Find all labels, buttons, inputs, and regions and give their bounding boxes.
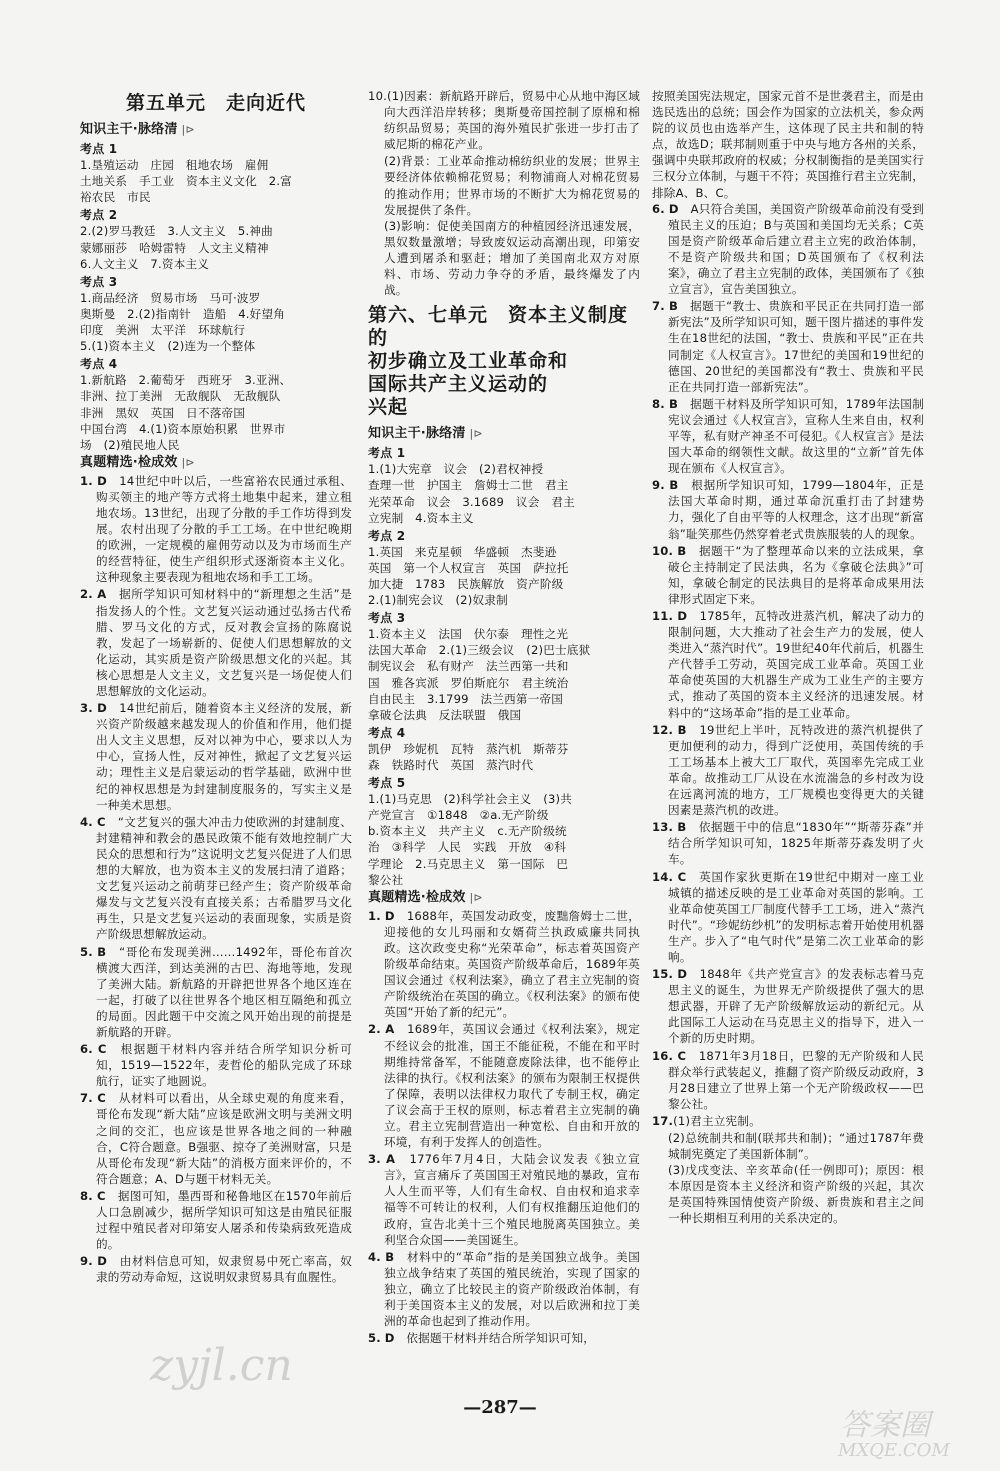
text-line: 蒙娜丽莎 哈姆雷特 人文主义精神 bbox=[80, 240, 269, 255]
answer-key: C bbox=[96, 1188, 106, 1203]
answer-item bbox=[368, 908, 640, 1021]
kd-label: 考点 3 bbox=[368, 611, 406, 626]
text-line: 1.商品经济 贸易市场 马可·波罗 bbox=[80, 290, 261, 305]
answer-number: 7. bbox=[652, 299, 665, 314]
q17-part1: (1)君主立宪制。 bbox=[673, 1113, 761, 1128]
text-line: 制宪议会 私有财产 法兰西第一共和 bbox=[368, 659, 569, 674]
answer-explanation: 14世纪中叶以后，一些富裕农民通过承租、购买领主的地产等方式将土地集中起来，建立租地农场。13世纪，出现了分散的手工作坊得到发展。农村出现了分散的手工工场。在中世纪晚期的欧洲，一定规模的雇佣劳动以及为市场而生产的经营特征，使生产组织形式逐渐资本主义化。这种现象主要表现为租地农场和手工工场。 bbox=[96, 473, 352, 585]
watermark-left: zyjl.cn bbox=[150, 1340, 293, 1391]
text-line: 1.新航路 2.葡萄牙 西班牙 3.亚洲、 bbox=[80, 373, 292, 388]
text-line: 1.(1)大宪章 议会 (2)君权神授 bbox=[368, 462, 544, 477]
kd3-lines bbox=[80, 290, 352, 354]
text-line: 英国 第一个人权宣言 英国 萨拉托 bbox=[368, 560, 569, 575]
answer-number: 11. bbox=[652, 609, 674, 623]
kd-label: 考点 2 bbox=[368, 528, 406, 543]
answer-key: A bbox=[385, 1022, 395, 1037]
text-line: 6.人文主义 7.资本主义 bbox=[80, 256, 210, 271]
answer-explanation: 据题干“教士、贵族和平民正在共同打造一部新宪法”及所学知识可知，题干图片描述的事件发生在18世纪的法国，“教士、贵族和平民”正在共同制定《人权宣言》。17世纪的美国和19世纪的德国、20世纪的美国都没有“教士、贵族和平民正在共同打造一部新宪法”。 bbox=[668, 299, 924, 394]
section-knowledge-2-label: 知识主干·脉络清 bbox=[368, 426, 466, 442]
answer-number: 1. bbox=[368, 908, 381, 923]
answer-item bbox=[80, 700, 352, 813]
answer-number: 16. bbox=[652, 1048, 674, 1063]
answer-explanation: 材料中的“革命”指的是美国独立战争。美国独立战争结束了英国的殖民统治，实现了国家的独立，确立了比较民主的资产阶级政治体制，有利于美国资本主义的发展，对以后欧洲和拉丁美洲的革命也起到了推动作用。 bbox=[384, 1249, 641, 1329]
answer-number: 9. bbox=[652, 478, 665, 493]
answer-explanation: 根据题干材料内容并结合所学知识分析可知，1519—1522年，麦哲伦的船队完成了环球航行，证实了地圆说。 bbox=[96, 1042, 353, 1089]
text-line: 1.资本主义 法国 伏尔泰 理性之光 bbox=[368, 627, 569, 642]
q10-part2: (2)背景：工业革命推动棉纺织业的发展；世界主要经济体依赖棉花贸易；利物浦商人对棉花贸易的推动作用；世界市场的不断扩大为棉花贸易的发展提供了条件。 bbox=[384, 154, 640, 217]
answer-item bbox=[652, 201, 924, 298]
watermark-right-url: MXQE.COM bbox=[838, 1440, 950, 1461]
answer-number: 9. bbox=[80, 1254, 93, 1269]
answer-key: D bbox=[677, 609, 688, 623]
kd3-lines bbox=[368, 626, 640, 723]
text-line: 5.(1)资本主义 (2)连为一个整体 bbox=[80, 339, 256, 354]
text-line: 非洲 黑奴 英国 日不落帝国 bbox=[80, 405, 246, 420]
answer-key: C bbox=[97, 1091, 106, 1106]
text-line: 兴起 bbox=[368, 396, 409, 419]
text-line: 黎公社 bbox=[368, 872, 404, 887]
answer-explanation: 1785年，瓦特改进蒸汽机，解决了动力的限制问题，大大推动了社会生产力的发展，使人类进入“蒸汽时代”。19世纪40年代前后，机器生产代替手工劳动，英国完成工业革命。英国工业革命使英国的大机器生产成为工业生产的主要方式，推动了英国的资本主义经济的迅速发展。材料中的“这场革命”指的是工业革命。 bbox=[668, 609, 924, 720]
q17-part2: (2)总统制共和制(联邦共和制)；“通过1787年费城制宪奠定了美国新体制”。 bbox=[668, 1131, 924, 1162]
kd4-lines bbox=[80, 372, 352, 452]
answer-explanation: “文艺复兴的强大冲击力使欧洲的封建制度、封建精神和教会的愚民政策不能有效地控制广大民众的思想和行为”这说明文艺复兴促进了人们思想的大解放，也为资本主义的发展扫清了道路；文艺复兴运动之前萌芽已经产生；资产阶级革命爆发与文艺复兴没有直接关系；古希腊罗马文化再生，只是文艺复兴运动的表面现象，实质是资产阶级思想解放运动。 bbox=[96, 814, 352, 942]
text-line: 1.垦殖运动 庄园 租地农场 雇佣 bbox=[80, 158, 269, 173]
section-knowledge-1-label: 知识主干·脉络清 bbox=[80, 122, 178, 137]
answer-item bbox=[652, 966, 924, 1046]
answer-explanation: 1776年7月4日，大陆会议发表《独立宣言》，宣言痛斥了英国国王对殖民地的暴政，宣布人人生而平等，人们有生命权、自由权和追求幸福等不可转让的权利，人们有权推翻压迫他们的政府，宣告北美十三个殖民地脱离英国独立。美利坚合众国——美国诞生。 bbox=[384, 1152, 641, 1247]
q10-part1: 10.(1)因素：新航路开辟后，贸易中心从地中海区域向大西洋沿岸转移；奥斯曼帝国控制了原棉和棉纺织品贸易；英国的海外殖民扩张进一步打击了威尼斯的棉花产业。 bbox=[368, 89, 640, 152]
q10-part3: (3)影响：促使美国南方的种植园经济迅速发展，黑奴数量激增；导致废奴运动高潮出现，印第安人遭到屠杀和驱赶；增加了美国南北双方对原料、市场、劳动力争夺的矛盾，最终爆发了内战。 bbox=[384, 218, 640, 298]
answer-number: 3. bbox=[368, 1152, 381, 1167]
answer-key: C bbox=[677, 869, 687, 884]
q17-part3: (3)戊戌变法、辛亥革命(任一例即可)；原因：根本原因是资本主义经济和资产阶级的兴起，其次是英国特殊国情使资产阶级、新贵族和君主之间一种长期相互利用的关系决定的。 bbox=[668, 1163, 924, 1226]
kd-label: 考点 1 bbox=[368, 446, 406, 461]
answer-number: 15. bbox=[652, 967, 674, 982]
section-exam-2 bbox=[368, 889, 640, 907]
kd-label: 考点 2 bbox=[80, 208, 118, 223]
answer-key: B bbox=[385, 1249, 395, 1264]
text-line: 奥斯曼 2.(2)指南针 造船 4.好望角 bbox=[80, 306, 286, 321]
answer-item bbox=[80, 814, 352, 943]
answer-item bbox=[652, 543, 924, 607]
answer-key: B bbox=[668, 299, 678, 314]
section-exam-1 bbox=[80, 454, 352, 472]
text-line: 1.(1)马克思 (2)科学社会主义 (3)共 bbox=[368, 792, 573, 807]
answer-item bbox=[652, 722, 924, 819]
text-line: 光荣革命 议会 3.1689 议会 君主 bbox=[368, 494, 575, 509]
section-arrow-icon: |⊳ bbox=[181, 123, 195, 136]
kd4-lines bbox=[368, 741, 640, 773]
kd2-lines bbox=[368, 544, 640, 608]
answer-key: D bbox=[97, 1254, 108, 1269]
answer-number: 10. bbox=[652, 543, 674, 558]
text-line: 场 (2)殖民地人民 bbox=[80, 437, 180, 452]
answer-number: 7. bbox=[80, 1091, 93, 1106]
section-exam-2-label: 真题精选·检成效 bbox=[368, 889, 466, 905]
section-arrow-icon: |⊳ bbox=[469, 427, 483, 441]
answer-item bbox=[652, 298, 924, 395]
kd1-lines bbox=[80, 157, 352, 205]
answer-explanation: 14世纪前后，随着资本主义经济的发展，新兴资产阶级越来越发现人的价值和作用，他们提出人文主义思想，反对以神为中心，要求以人为中心，宣扬人性，反对神性，掀起了文艺复兴运动；理性主义是启蒙运动的哲学基础，欧洲中世纪的神权思想是为封建制度服务的，写实主义是一种美术思想。 bbox=[96, 701, 352, 812]
answer-item bbox=[652, 869, 924, 966]
section-exam-1-label: 真题精选·检成效 bbox=[80, 454, 178, 470]
text-line: 第六、七单元 资本主义制度的 bbox=[368, 304, 629, 350]
text-line: 印度 美洲 太平洋 环球航行 bbox=[80, 323, 246, 338]
text-line: 初步确立及工业革命和 bbox=[368, 350, 569, 373]
q17-number: 17. bbox=[652, 1113, 674, 1128]
answer-item bbox=[80, 1041, 352, 1089]
answer-item bbox=[368, 1249, 640, 1329]
answer-key: D bbox=[384, 1331, 395, 1346]
answer-key: A bbox=[97, 587, 107, 602]
answer-number: 4. bbox=[80, 814, 93, 829]
answer-key: B bbox=[677, 820, 687, 835]
text-line: 凯伊 珍妮机 瓦特 蒸汽机 斯蒂芬 bbox=[368, 741, 569, 756]
text-line: 治 ③科学 人民 实践 开放 ④科 bbox=[368, 840, 567, 855]
kd5-lines bbox=[368, 791, 640, 888]
answer-number: 13. bbox=[652, 820, 674, 835]
text-line: 查理一世 护国主 詹姆士二世 君主 bbox=[368, 478, 569, 493]
answer-number: 12. bbox=[652, 722, 674, 737]
answer-explanation: A只符合美国，美国资产阶级革命前没有受到殖民主义的压迫；B与英国和美国均无关系；C英国是资产阶级革命后建立君主立宪的政治体制，不是资产阶级共和国；D英国颁布了《权利法案》，确立了君主立宪制的政体，美国颁布了《独立宣言》，宣告美国独立。 bbox=[668, 201, 924, 297]
answer-key: D bbox=[97, 701, 107, 716]
text-line: 森 铁路时代 英国 蒸汽时代 bbox=[368, 758, 534, 772]
answer-number: 2. bbox=[368, 1022, 381, 1037]
answer-explanation: 依据题干材料并结合所学知识可知， bbox=[406, 1331, 596, 1346]
answer-item bbox=[652, 477, 924, 541]
answer-explanation: 据所学知识可知材料中的“新理想之生活”是指发扬人的个性。文艺复兴运动通过弘扬古代希腊、罗马文化的方式，反对教会宣扬的陈腐说教，发起了一场崭新的、促使人们思想解放的文化运动，其实质是资产阶级思想文化的兴起。其核心思想是人文主义，文艺复兴是一场促使人们思想解放的文化运动。 bbox=[96, 587, 353, 698]
answer-explanation: 1689年，英国议会通过《权利法案》，规定不经议会的批准，国王不能征税，不能在和平时期维持常备军，不能随意废除法律，也不能停止法律的执行。《权利法案》的颁布为限制王权提供了保障，表明以法律权力取代了专制王权，确定了议会高于王权的原则，标志着君主立宪制的确立。君主立宪制营造出一种宽松、自由和开放的环境，有利于发挥人的创造性。 bbox=[384, 1022, 640, 1150]
text-line: 2.(1)制宪会议 (2)奴隶制 bbox=[368, 593, 508, 608]
answer-explanation: 根据所学知识可知，1799—1804年，正是法国大革命时期，通过革命沉重打击了封建势力，强化了自由平等的人权理念，这才出现“新富翁”耻笑那些仍然穿着老式贵族服装的人的现象。 bbox=[668, 478, 925, 541]
answer-number: 4. bbox=[368, 1249, 381, 1264]
answer-item bbox=[652, 396, 924, 476]
kd-label: 考点 5 bbox=[368, 776, 406, 791]
answer-number: 6. bbox=[80, 1042, 93, 1057]
answer-number: 1. bbox=[80, 473, 93, 488]
text-line: 2.(2)罗马教廷 3.人文主义 5.神曲 bbox=[80, 224, 273, 239]
answer-key: D bbox=[677, 967, 688, 982]
answer-key: D bbox=[384, 908, 395, 923]
answer-key: B bbox=[677, 543, 687, 558]
answer-explanation: 英国作家狄更斯在19世纪中期对一座工业城镇的描述反映的是工业革命对英国的影响。工业革命使英国工厂制度代替手工工场，进入“蒸汽时代”。“珍妮纺纱机”的发明标志着开始使用机器生产。步入了“电气时代”是第二次工业革命的影响。 bbox=[668, 869, 924, 964]
kd-label: 考点 4 bbox=[80, 357, 118, 372]
answers-unit67 bbox=[368, 908, 640, 1347]
kd2-lines bbox=[80, 223, 352, 271]
answer-item bbox=[368, 1021, 640, 1150]
answer-explanation: “哥伦布发现美洲……1492年，哥伦布首次横渡大西洋，到达美洲的古巴、海地等地，发现了美洲大陆。新航路的开辟把世界各个地区连在一起，打破了以往世界各个地区相互隔绝和孤立的局面。因此题干中交流之风开始出现的前提是新航路的开辟。 bbox=[96, 944, 353, 1039]
answer-item bbox=[652, 1048, 924, 1112]
text-line: 拿破仑法典 反法联盟 俄国 bbox=[368, 707, 522, 722]
answer-explanation: 由材料信息可知，奴隶贸易中死亡率高，奴隶的劳动寿命短，这说明奴隶贸易具有血腥性。 bbox=[96, 1254, 352, 1285]
answer-explanation: 1688年，英国发动政变，废黜詹姆士二世，迎接他的女儿玛丽和女婿荷兰执政威廉共同执政。这次政变史称“光荣革命”，标志着英国资产阶级革命结束。英国资产阶级革命后，1689年英国议会通过《权利法案》，确立了君主立宪制的资产阶级统治在英国的确立。《权利法案》的颁布使英国“开始了新的纪元”。 bbox=[384, 908, 640, 1020]
text-line: 中国台湾 4.(1)资本原始积累 世界市 bbox=[80, 421, 286, 436]
answer-item bbox=[368, 1151, 640, 1248]
text-line: 非洲、拉丁美洲 无敌舰队 无敌舰队 bbox=[80, 389, 281, 404]
column-3 bbox=[652, 88, 924, 1227]
text-line: 土地关系 手工业 资本主义文化 2.富 bbox=[80, 174, 292, 189]
text-line: 自由民主 3.1799 法兰西第一帝国 bbox=[368, 691, 564, 706]
answer-item bbox=[80, 944, 352, 1041]
answer-explanation: 依据题干中的信息“1830年”“斯蒂芬森”并结合所学知识可知，1825年斯蒂芬森发明了火车。 bbox=[668, 820, 925, 867]
column-2 bbox=[368, 88, 640, 1347]
text-line: 国 雅各宾派 罗伯斯庇尔 君主统治 bbox=[368, 675, 569, 690]
section-knowledge-2 bbox=[368, 425, 640, 443]
answer-item bbox=[80, 1090, 352, 1187]
answer-explanation: 据题干“为了整理革命以来的立法成果，拿破仑主持制定了民法典，名为《拿破仑法典》”可知，拿破仑制定的民法典目的是将革命成果用法律形式固定下来。 bbox=[668, 543, 924, 606]
answer-key: C bbox=[677, 1048, 687, 1063]
text-line: b.资本主义 共产主义 c.无产阶级统 bbox=[368, 824, 567, 839]
answer-key: B bbox=[677, 722, 687, 737]
q17-title bbox=[652, 1113, 924, 1129]
answer-key: B bbox=[669, 478, 679, 493]
answer-item bbox=[80, 1188, 352, 1252]
text-line: 1.英国 来克星顿 华盛顿 杰斐逊 bbox=[368, 544, 557, 559]
answer-explanation: 据题干材料及所学知识可知，1789年法国制宪议会通过《人权宣言》，宣称人生来自由，权利平等，私有财产神圣不可侵犯。《人权宣言》是法国大革命的纲领性文献。故这里的“立新”首先体现在颁布《人权宣言》。 bbox=[668, 396, 924, 476]
answer-explanation: 1848年《共产党宣言》的发表标志着马克思主义的诞生，为世界无产阶级提供了强大的思想武器，开辟了无产阶级解放运动的新纪元。从此国际工人运动在马克思主义的指导下，进入一个新的历史时期。 bbox=[668, 967, 924, 1046]
text-line: 加大捷 1783 民族解放 资产阶级 bbox=[368, 576, 564, 591]
answer-explanation: 19世纪上半叶，瓦特改进的蒸汽机提供了更加便利的动力，得到广泛使用，英国传统的手工工场基本上被大工厂取代，英国率先完成工业革命。故推动工厂从设在水流湍急的乡村改为设在远离河流的地方，工厂规模也变得更大的关键因素是蒸汽机的改进。 bbox=[668, 722, 924, 818]
text-line: 立宪制 4.资本主义 bbox=[368, 510, 474, 525]
watermark-right-logo: 答案圈 bbox=[840, 1408, 930, 1443]
answer-explanation: 1871年3月18日，巴黎的无产阶级和人民群众举行武装起义，推翻了资产阶级反动政府，3月28日建立了世界上第一个无产阶级政权——巴黎公社。 bbox=[668, 1048, 924, 1111]
text-line: 裕农民 市民 bbox=[80, 190, 151, 205]
answer-item bbox=[652, 608, 924, 721]
answer-key: C bbox=[97, 1042, 107, 1057]
q5-continued: 按照美国宪法规定，国家元首不是世袭君主，而是由选民选出的总统；国会作为国家的立法机关，参众两院的议员也由选举产生，这体现了民主共和制的特点，故选D；联邦制则重于中央与地方各州的关系，强调中央联邦政府的权威；分权制衡指的是美国实行三权分立体制，与题干不符；英国推行君主立宪制，排除A、B、C。 bbox=[652, 89, 924, 200]
column-1 bbox=[80, 88, 352, 1286]
answer-key: B bbox=[97, 944, 107, 959]
answer-number: 14. bbox=[652, 869, 674, 884]
answer-explanation: 从材料可以看出，从全球史观的角度来看，哥伦布发现“新大陆”应该是欧洲文明与美洲文明之间的交汇，也应该是世界各地之间的一种融合，C符合题意。B强驱、掠夺了美洲财富，只是从哥伦布发现“新大陆”的消极方面来评价的，不符合题意；A、D与题干材料无关。 bbox=[96, 1091, 353, 1186]
answer-number: 5. bbox=[368, 1331, 381, 1346]
text-line: 学理论 2.马克思主义 第一国际 巴 bbox=[368, 856, 569, 871]
answer-item bbox=[80, 1253, 352, 1285]
text-line: 法国大革命 2.(1)三级会议 (2)巴士底狱 bbox=[368, 643, 591, 658]
answers-unit5 bbox=[80, 473, 352, 1286]
answer-explanation: 据图可知，墨西哥和秘鲁地区在1570年前后人口急剧减少，据所学知识可知这是由殖民征服过程中殖民者对印第安人屠杀和传染病致死造成的。 bbox=[96, 1188, 352, 1252]
answer-number: 2. bbox=[80, 587, 93, 602]
answer-key: C bbox=[96, 814, 106, 829]
section-arrow-icon: |⊳ bbox=[469, 890, 483, 904]
answer-number: 5. bbox=[80, 944, 93, 959]
answer-item bbox=[368, 1330, 640, 1346]
section-knowledge-1 bbox=[80, 121, 352, 139]
answer-key: A bbox=[386, 1152, 396, 1167]
answer-key: B bbox=[668, 396, 678, 411]
answer-key: D bbox=[97, 473, 107, 488]
text-line: 产党宣言 ①1848 ②a.无产阶级 bbox=[368, 808, 549, 823]
text-line: 国际共产主义运动的 bbox=[368, 373, 549, 396]
unit67-title bbox=[368, 304, 640, 419]
answers-col3 bbox=[652, 201, 924, 1112]
kd-label: 考点 4 bbox=[368, 725, 406, 740]
answer-number: 3. bbox=[80, 701, 93, 716]
answer-number: 8. bbox=[80, 1188, 93, 1203]
answer-key: D bbox=[668, 201, 679, 216]
kd-label: 考点 3 bbox=[80, 274, 118, 289]
kd-label: 考点 1 bbox=[80, 142, 118, 156]
answer-item bbox=[80, 586, 352, 699]
answer-item bbox=[80, 473, 352, 586]
answer-item bbox=[652, 819, 924, 867]
page-number: —287— bbox=[463, 1397, 537, 1418]
section-arrow-icon: |⊳ bbox=[181, 455, 195, 469]
unit5-title: 第五单元 走向近代 bbox=[125, 92, 306, 114]
answer-number: 8. bbox=[652, 396, 665, 411]
answer-number: 6. bbox=[652, 201, 665, 216]
kd1-lines bbox=[368, 461, 640, 525]
